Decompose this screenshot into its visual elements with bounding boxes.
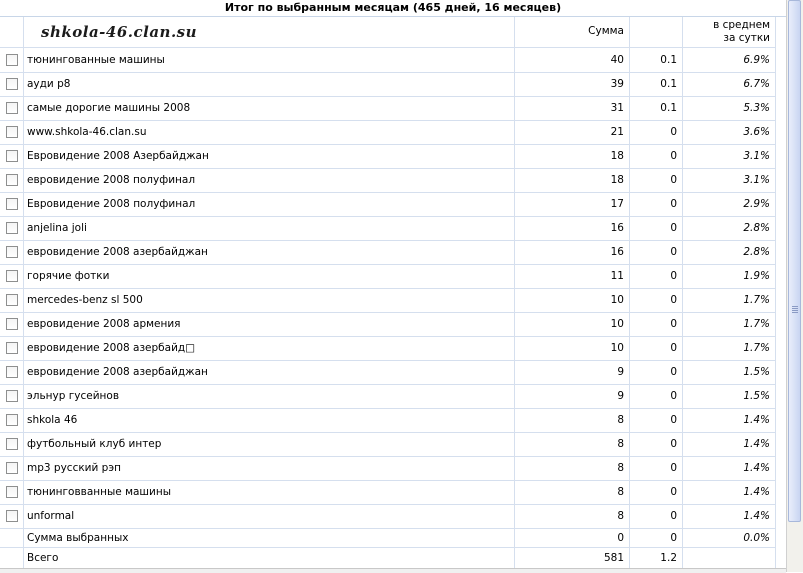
row-value: 0	[630, 456, 683, 480]
row-value: 0	[630, 504, 683, 528]
table-row[interactable]	[0, 72, 776, 97]
row-percent: 2.8%	[683, 240, 776, 264]
table-row[interactable]	[0, 408, 776, 433]
table-header	[0, 17, 776, 48]
row-checkbox-cell	[0, 312, 24, 336]
row-percent: 1.9%	[683, 264, 776, 288]
row-checkbox[interactable]	[6, 486, 18, 498]
row-label: самые дорогие машины 2008	[24, 96, 515, 120]
table-row[interactable]	[0, 48, 776, 73]
row-value: 0	[630, 288, 683, 312]
row-sum: 39	[515, 72, 630, 96]
table-row[interactable]	[0, 168, 776, 193]
row-label: горячие фотки	[24, 264, 515, 288]
row-checkbox-cell	[0, 456, 24, 480]
row-sum: 10	[515, 336, 630, 360]
total-value: 1.2	[630, 548, 683, 568]
vertical-scrollbar-thumb[interactable]	[788, 0, 801, 522]
table-row[interactable]	[0, 312, 776, 337]
row-value: 0	[630, 360, 683, 384]
row-percent: 1.4%	[683, 408, 776, 432]
table-row[interactable]	[0, 384, 776, 409]
row-percent: 2.9%	[683, 192, 776, 216]
table-row[interactable]	[0, 144, 776, 169]
row-label: тюнинговванные машины	[24, 480, 515, 504]
row-checkbox[interactable]	[6, 102, 18, 114]
row-sum: 10	[515, 312, 630, 336]
row-percent: 3.1%	[683, 144, 776, 168]
row-sum: 17	[515, 192, 630, 216]
row-label: эльнур гусейнов	[24, 384, 515, 408]
row-checkbox[interactable]	[6, 54, 18, 66]
table-row[interactable]	[0, 120, 776, 145]
row-sum: 10	[515, 288, 630, 312]
row-sum: 8	[515, 456, 630, 480]
row-checkbox[interactable]	[6, 174, 18, 186]
row-label: mp3 русский рэп	[24, 456, 515, 480]
row-checkbox-cell	[0, 72, 24, 96]
row-percent: 1.5%	[683, 384, 776, 408]
table-row[interactable]	[0, 264, 776, 289]
row-checkbox-cell	[0, 120, 24, 144]
header-average[interactable]	[683, 17, 776, 47]
row-checkbox[interactable]	[6, 294, 18, 306]
header-average-line1: в среднем	[713, 19, 770, 31]
row-sum: 16	[515, 240, 630, 264]
row-value: 0.1	[630, 72, 683, 96]
row-checkbox[interactable]	[6, 318, 18, 330]
row-percent: 2.8%	[683, 216, 776, 240]
row-percent: 1.7%	[683, 312, 776, 336]
table-row[interactable]	[0, 336, 776, 361]
row-value: 0	[630, 480, 683, 504]
report-title: Итог по выбранным месяцам (465 дней, 16 месяцев)	[0, 0, 786, 17]
row-checkbox-cell	[0, 336, 24, 360]
row-value: 0	[630, 432, 683, 456]
row-percent: 1.7%	[683, 288, 776, 312]
row-label: Евровидение 2008 полуфинал	[24, 192, 515, 216]
total-percent	[683, 548, 776, 568]
table-row[interactable]	[0, 96, 776, 121]
row-checkbox[interactable]	[6, 270, 18, 282]
row-sum: 11	[515, 264, 630, 288]
row-checkbox-cell	[0, 168, 24, 192]
row-checkbox[interactable]	[6, 150, 18, 162]
row-percent: 3.6%	[683, 120, 776, 144]
row-checkbox-cell	[0, 144, 24, 168]
row-sum: 8	[515, 408, 630, 432]
row-checkbox-cell	[0, 96, 24, 120]
row-sum: 31	[515, 96, 630, 120]
row-sum: 0	[515, 528, 630, 547]
header-checkbox-column	[0, 17, 24, 47]
row-checkbox-cell	[0, 384, 24, 408]
total-label: Всего	[24, 548, 515, 568]
row-checkbox-cell	[0, 240, 24, 264]
row-percent: 1.4%	[683, 480, 776, 504]
row-label: shkola 46	[24, 408, 515, 432]
header-sum[interactable]: Сумма	[515, 17, 630, 47]
row-percent: 3.1%	[683, 168, 776, 192]
row-value: 0	[630, 216, 683, 240]
row-checkbox[interactable]	[6, 390, 18, 402]
row-checkbox-cell	[0, 504, 24, 528]
total-sum: 581	[515, 548, 630, 568]
row-label: евровидение 2008 азербайджан	[24, 360, 515, 384]
table-row[interactable]	[0, 480, 776, 505]
row-sum: 9	[515, 384, 630, 408]
row-sum: 8	[515, 504, 630, 528]
row-label: mercedes-benz sl 500	[24, 288, 515, 312]
row-checkbox[interactable]	[6, 198, 18, 210]
row-sum: 18	[515, 168, 630, 192]
row-percent: 1.4%	[683, 456, 776, 480]
row-checkbox-cell	[0, 432, 24, 456]
row-value: 0	[630, 336, 683, 360]
row-sum: 18	[515, 144, 630, 168]
row-value: 0	[630, 144, 683, 168]
row-sum: 9	[515, 360, 630, 384]
row-sum: 21	[515, 120, 630, 144]
table-row[interactable]	[0, 288, 776, 313]
row-checkbox-cell	[0, 192, 24, 216]
row-percent: 1.7%	[683, 336, 776, 360]
table-row[interactable]	[0, 192, 776, 217]
row-sum: 8	[515, 480, 630, 504]
row-value: 0	[630, 192, 683, 216]
row-percent: 1.4%	[683, 504, 776, 528]
header-value-column	[630, 17, 683, 47]
total-row	[0, 548, 776, 569]
row-percent: 5.3%	[683, 96, 776, 120]
row-checkbox[interactable]	[6, 438, 18, 450]
table-row[interactable]	[0, 504, 776, 529]
row-checkbox-cell	[0, 528, 24, 547]
row-percent: 6.9%	[683, 48, 776, 72]
row-label: тюнингованные машины	[24, 48, 515, 72]
row-value: 0.1	[630, 48, 683, 72]
row-checkbox-cell	[0, 408, 24, 432]
row-label: евровидение 2008 азербайджан	[24, 240, 515, 264]
header-logo-cell	[24, 17, 515, 47]
table-row[interactable]	[0, 432, 776, 457]
table-row[interactable]	[0, 456, 776, 481]
row-percent: 0.0%	[683, 528, 776, 547]
row-value: 0	[630, 528, 683, 547]
row-label: unformal	[24, 504, 515, 528]
scrollbar-grip-icon	[792, 306, 798, 314]
row-percent: 1.5%	[683, 360, 776, 384]
row-checkbox[interactable]	[6, 366, 18, 378]
row-value: 0	[630, 264, 683, 288]
site-logo: shkola-46.clan.su	[41, 23, 198, 41]
row-checkbox[interactable]	[6, 342, 18, 354]
row-value: 0	[630, 168, 683, 192]
row-checkbox[interactable]	[6, 78, 18, 90]
table-row[interactable]	[0, 528, 776, 548]
row-value: 0	[630, 120, 683, 144]
row-sum: 8	[515, 432, 630, 456]
row-label: ауди р8	[24, 72, 515, 96]
row-checkbox[interactable]	[6, 510, 18, 522]
row-label: евровидение 2008 азербайд□	[24, 336, 515, 360]
row-checkbox-cell	[0, 216, 24, 240]
table-row[interactable]	[0, 360, 776, 385]
row-percent: 1.4%	[683, 432, 776, 456]
row-value: 0	[630, 240, 683, 264]
row-label: www.shkola-46.clan.su	[24, 120, 515, 144]
table-row[interactable]	[0, 240, 776, 265]
row-label: футбольный клуб интер	[24, 432, 515, 456]
row-checkbox-cell	[0, 264, 24, 288]
row-checkbox[interactable]	[6, 222, 18, 234]
horizontal-scrollbar[interactable]	[0, 568, 786, 573]
total-checkbox-cell	[0, 548, 24, 568]
row-checkbox[interactable]	[6, 414, 18, 426]
table-row[interactable]	[0, 216, 776, 241]
row-sum: 16	[515, 216, 630, 240]
row-checkbox-cell	[0, 288, 24, 312]
row-label: евровидение 2008 полуфинал	[24, 168, 515, 192]
row-checkbox-cell	[0, 360, 24, 384]
row-value: 0	[630, 408, 683, 432]
row-checkbox[interactable]	[6, 246, 18, 258]
row-checkbox-cell	[0, 48, 24, 72]
row-sum: 40	[515, 48, 630, 72]
row-label: anjelina joli	[24, 216, 515, 240]
row-value: 0.1	[630, 96, 683, 120]
row-checkbox[interactable]	[6, 126, 18, 138]
row-percent: 6.7%	[683, 72, 776, 96]
row-value: 0	[630, 384, 683, 408]
row-label: Сумма выбранных	[24, 528, 515, 547]
row-checkbox-cell	[0, 480, 24, 504]
row-checkbox[interactable]	[6, 462, 18, 474]
row-value: 0	[630, 312, 683, 336]
header-average-line2: за сутки	[723, 32, 770, 44]
row-label: евровидение 2008 армения	[24, 312, 515, 336]
row-label: Евровидение 2008 Азербайджан	[24, 144, 515, 168]
